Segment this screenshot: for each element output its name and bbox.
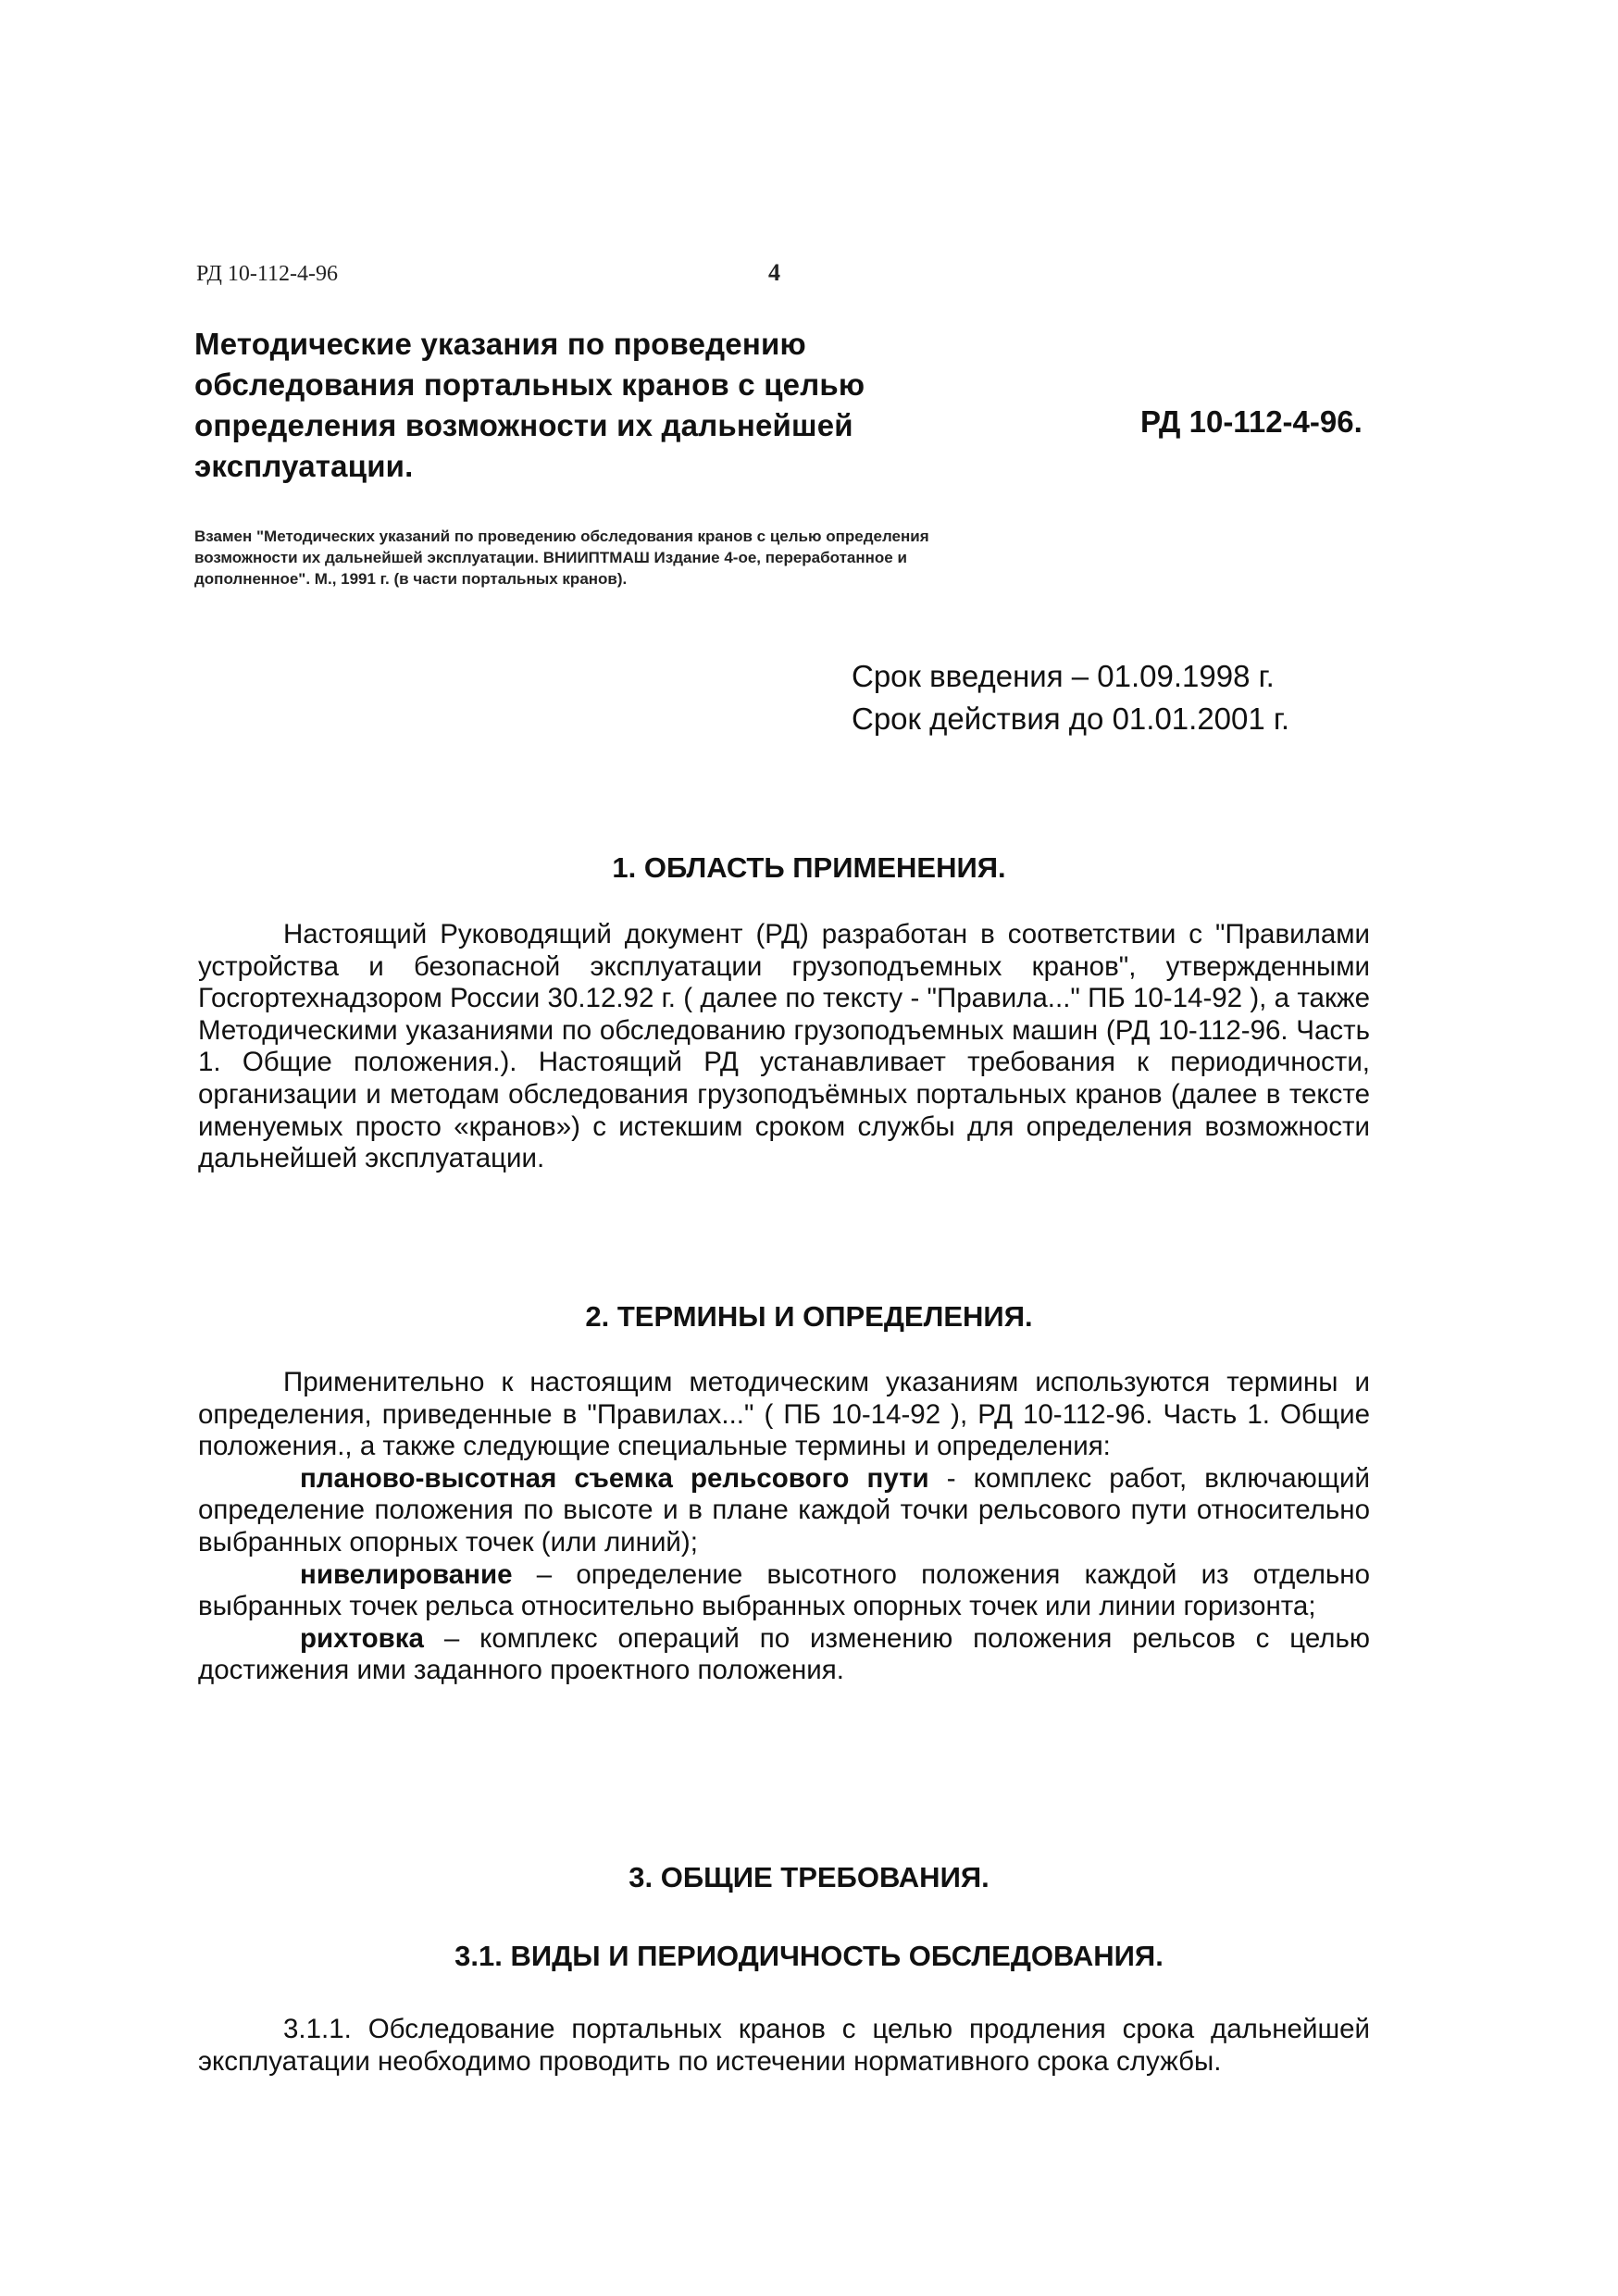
title-line: Методические указания по проведению xyxy=(194,327,806,361)
document-title xyxy=(194,324,1000,487)
term-name: планово-высотная съемка рельсового пути xyxy=(300,1462,929,1494)
term-definition xyxy=(198,1623,1370,1687)
introduction-date: Срок введения – 01.09.1998 г. xyxy=(852,659,1275,693)
term-definition xyxy=(198,1559,1370,1623)
term-name: нивелирование xyxy=(300,1558,513,1590)
page-number: 4 xyxy=(768,259,780,286)
term-text: – определение высотного положения каждой из отдельно выбранных точек рельса относительно выбранных опорных точек или линии горизонта; xyxy=(198,1558,1370,1622)
term-definition xyxy=(198,1463,1370,1559)
section-terms-body xyxy=(198,1367,1370,1687)
document-code: РД 10-112-4-96. xyxy=(1140,404,1363,439)
section-heading-scope: 1. ОБЛАСТЬ ПРИМЕНЕНИЯ. xyxy=(612,851,1006,884)
term-name: рихтовка xyxy=(300,1622,424,1654)
validity-date: Срок действия до 01.01.2001 г. xyxy=(852,701,1290,736)
section-heading-general: 3. ОБЩИЕ ТРЕБОВАНИЯ. xyxy=(629,1861,989,1893)
scope-paragraph: Настоящий Руководящий документ (РД) разработан в соответствии с "Правилами устройства и безопасной эксплуатации грузоподъемных кранов", утвержденными Госгортехнадзором России 30.12.92 г. ( далее по тексту - "Правила..." ПБ 10-14-92 ), а также Методическими указаниями по обследованию грузоподъемных машин (РД 10-112-96. Часть 1. Общие положения.). Настоящий РД устанавливает требования к периодичности, организации и методам обследования грузоподъёмных портальных кранов (далее в тексте именуемых просто «кранов») с истекшим сроком службы для определения возможности дальнейшей эксплуатации. xyxy=(198,919,1370,1174)
section-heading-terms: 2. ТЕРМИНЫ И ОПРЕДЕЛЕНИЯ. xyxy=(585,1300,1033,1333)
title-line: обследования портальных кранов с целью xyxy=(194,367,865,402)
term-text: - комплекс работ, включающий определение положения по высоте и в плане каждой точки рельсового пути относительно выбранных опорных точек (или линий); xyxy=(198,1462,1371,1558)
subsection-heading: 3.1. ВИДЫ И ПЕРИОДИЧНОСТЬ ОБСЛЕДОВАНИЯ. xyxy=(454,1940,1164,1972)
term-text: – комплекс операций по изменению положения рельсов с целью достижения ими заданного проектного положения. xyxy=(198,1622,1370,1686)
terms-intro-paragraph: Применительно к настоящим методическим указаниям используются термины и определения, приведенные в "Правилах..." ( ПБ 10-14-92 ), РД 10-112-96. Часть 1. Общие положения., а также следующие специальные термины и определения: xyxy=(198,1367,1370,1462)
title-line: определения возможности их дальнейшей xyxy=(194,408,853,442)
section-general-body xyxy=(198,2014,1370,2078)
section-scope-body xyxy=(198,919,1370,1175)
effective-dates xyxy=(852,655,1289,740)
clause-paragraph: 3.1.1. Обследование портальных кранов с целью продления срока дальнейшей эксплуатации необходимо проводить по истечении нормативного срока службы. xyxy=(198,2014,1370,2077)
title-line: эксплуатации. xyxy=(194,449,414,483)
replaces-note: Взамен "Методических указаний по проведению обследования кранов с целью определения возможности их дальнейшей эксплуатации. ВНИИПТМАШ Издание 4-ое, переработанное и дополненное". М., 1991 г. (в части портальных кранов). xyxy=(194,527,929,588)
running-head: РД 10-112-4-96 xyxy=(196,262,338,286)
